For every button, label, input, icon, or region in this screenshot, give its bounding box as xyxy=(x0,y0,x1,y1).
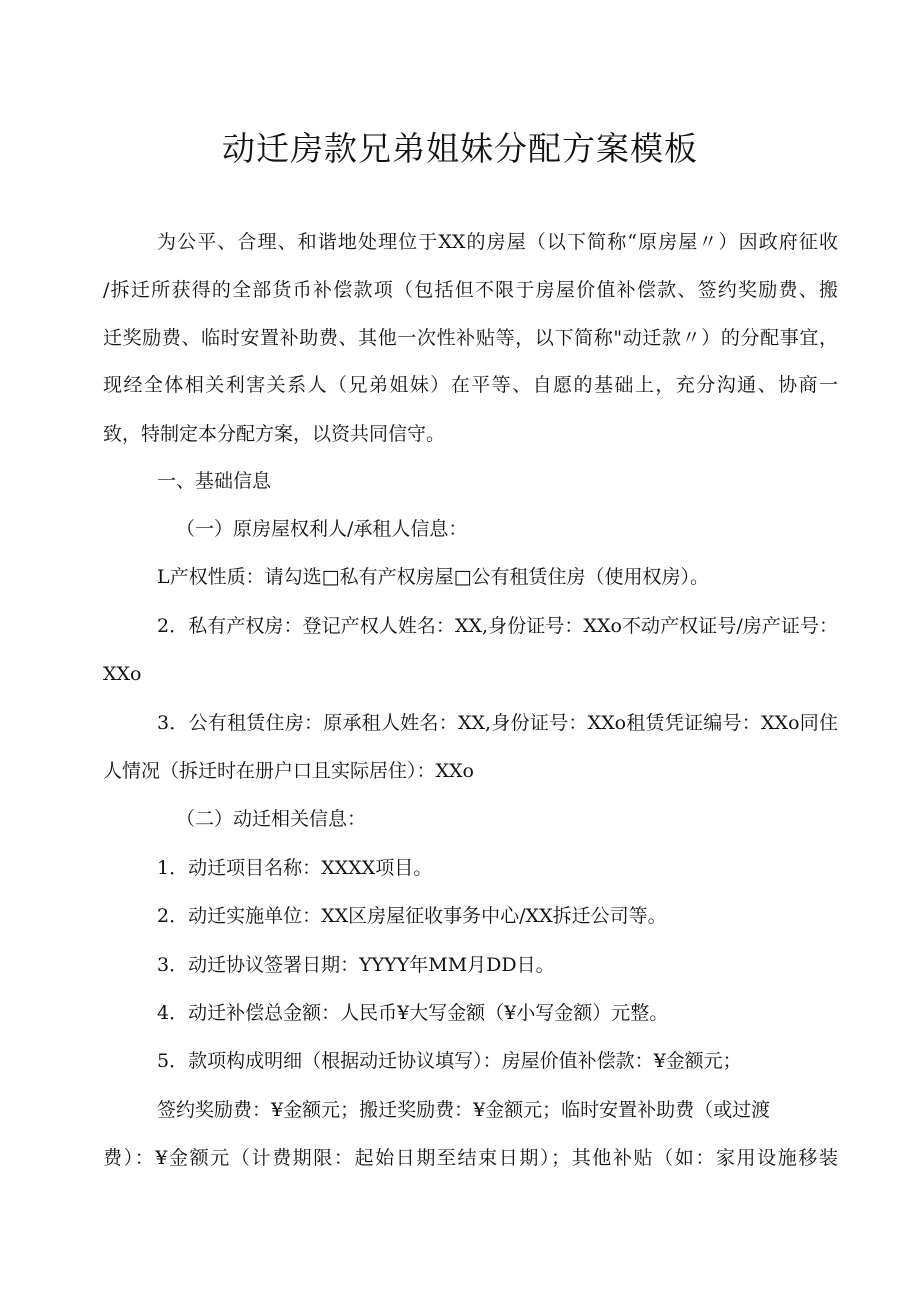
item-private-property-line-2: XXo xyxy=(103,663,142,685)
item-private-property-line-1: 2．私有产权房：登记产权人姓名：XX,身份证号：XXo不动产权证号/房产证号： xyxy=(157,615,838,637)
item-public-rental-line-2: 人情况（拆迁时在册户口且实际居住）：XXo xyxy=(103,760,474,782)
item-property-type: L产权性质：请勾选□私有产权房屋□公有租赁住房（使用权房）。 xyxy=(157,566,710,588)
intro-line-3: 迁奖励费、临时安置补助费、其他一次性补贴等，以下简称"动迁款〃）的分配事宜， xyxy=(103,327,838,349)
intro-line-5: 致，特制定本分配方案，以资共同信守。 xyxy=(103,423,446,445)
intro-line-2: /拆迁所获得的全部货币补偿款项（包括但不限于房屋价值补偿款、签约奖励费、搬 xyxy=(103,279,838,301)
subsection-heading-relocation-info: （二）动迁相关信息： xyxy=(176,808,367,830)
section-heading-basic-info: 一、基础信息 xyxy=(157,470,272,492)
intro-line-1: 为公平、合理、和谐地处理位于XX的房屋（以下简称“原房屋〃）因政府征收 xyxy=(157,231,838,253)
breakdown-line-2: 费）：¥金额元（计费期限：起始日期至结束日期）；其他补贴（如：家用设施移装 xyxy=(103,1147,838,1169)
relocation-item-project-name: 1．动迁项目名称：XXXX项目。 xyxy=(157,857,433,879)
relocation-item-implementing-unit: 2．动迁实施单位：XX区房屋征收事务中心/XX拆迁公司等。 xyxy=(157,905,667,927)
item-public-rental-line-1: 3．公有租赁住房：原承租人姓名：XX,身份证号：XXo租赁凭证编号：XXo同住 xyxy=(157,712,838,734)
subsection-heading-rights-holder: （一）原房屋权利人/承租人信息： xyxy=(176,518,468,540)
intro-line-4: 现经全体相关利害关系人（兄弟姐妹）在平等、自愿的基础上，充分沟通、协商一 xyxy=(103,374,838,396)
relocation-item-breakdown: 5．款项构成明细（根据动迁协议填写）：房屋价值补偿款：¥金额元； xyxy=(157,1050,742,1072)
breakdown-line-1: 签约奖励费：¥金额元；搬迁奖励费：¥金额元；临时安置补助费（或过渡 xyxy=(157,1099,771,1121)
relocation-item-total-amount: 4．动迁补偿总金额：人民币¥大写金额（¥小写金额）元整。 xyxy=(157,1002,669,1024)
document-title: 动迁房款兄弟姐妹分配方案模板 xyxy=(222,129,698,168)
relocation-item-agreement-date: 3．动迁协议签署日期：YYYY年MM月DD日。 xyxy=(157,954,555,976)
